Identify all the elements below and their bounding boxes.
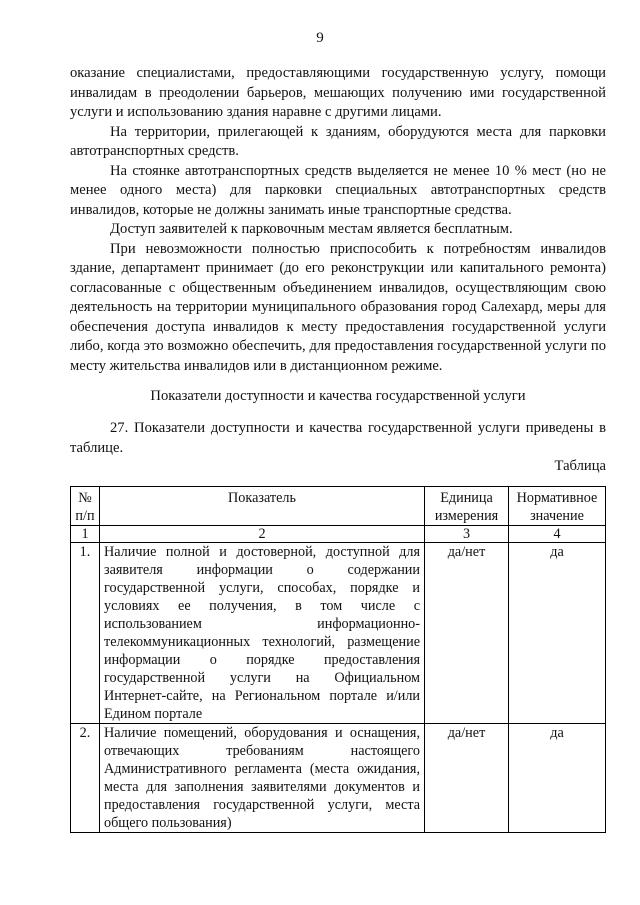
row-value: да [509,543,606,724]
table-header-row [71,487,606,526]
row-value: да [509,724,606,833]
column-number: 4 [509,526,606,543]
paragraph: При невозможности полностью приспособить к потребностям инвалидов здание, департамент принимает (до его реконструкции или капитального ремонта) согласованные с общественным объединением инвалидов, осуществляющим свою деятельность на территории муниципального образования город Салехард, меры для обеспечения доступа инвалидов к месту предоставления государственной услуги либо, когда это возможно обеспечить, для предоставления государственной услуги по месту жительства инвалидов или в дистанционном режиме. [70,240,606,374]
header-indicator: Показатель [100,487,425,526]
header-unit: Единица измерения [425,487,509,526]
indicators-table [70,486,606,833]
row-indicator: Наличие помещений, оборудования и оснащения, отвечающих требованиям настоящего Административного регламента (места ожидания, места для заполнения заявителями документов и предоставления государственной услуги, места общего пользования) [100,724,425,833]
header-value: Нормативное значение [509,487,606,526]
paragraph: оказание специалистами, предоставляющими государственную услугу, помощи инвалидам в преодолении барьеров, мешающих получению ими государственной услуги и использованию здания наравне с другими лицами. [70,65,606,120]
row-unit: да/нет [425,724,509,833]
row-number: 1. [71,543,100,724]
table-row [71,543,606,724]
row-indicator: Наличие полной и достоверной, доступной для заявителя информации о содержании государственной услуги, способах, порядке и условиях ее получения, в том числе с использованием информационно-телекоммуникационных технологий, размещение информации о порядке предоставления государственной услуги на Официальном Интернет-сайте, на Региональном портале и/или Едином портале [100,543,425,724]
paragraph: На стоянке автотранспортных средств выделяется не менее 10 % мест (но не менее одного места) для парковки специальных автотранспортных средств инвалидов, которые не должны занимать иные транспортные средства. [70,162,606,218]
table-row [71,724,606,833]
column-number: 1 [71,526,100,543]
paragraph: На территории, прилегающей к зданиям, оборудуются места для парковки автотранспортных средств. [70,123,606,159]
paragraph-27: 27. Показатели доступности и качества государственной услуги приведены в таблице. [70,420,606,456]
section-title: Показатели доступности и качества государственной услуги [150,388,526,404]
header-number: № п/п [71,487,100,526]
body-text [70,64,606,376]
table-label: Таблица [554,458,606,474]
page-number: 9 [316,30,324,46]
column-numbers-row [71,526,606,543]
column-number: 2 [100,526,425,543]
row-unit: да/нет [425,543,509,724]
column-number: 3 [425,526,509,543]
row-number: 2. [71,724,100,833]
paragraph: Доступ заявителей к парковочным местам является бесплатным. [110,221,513,237]
